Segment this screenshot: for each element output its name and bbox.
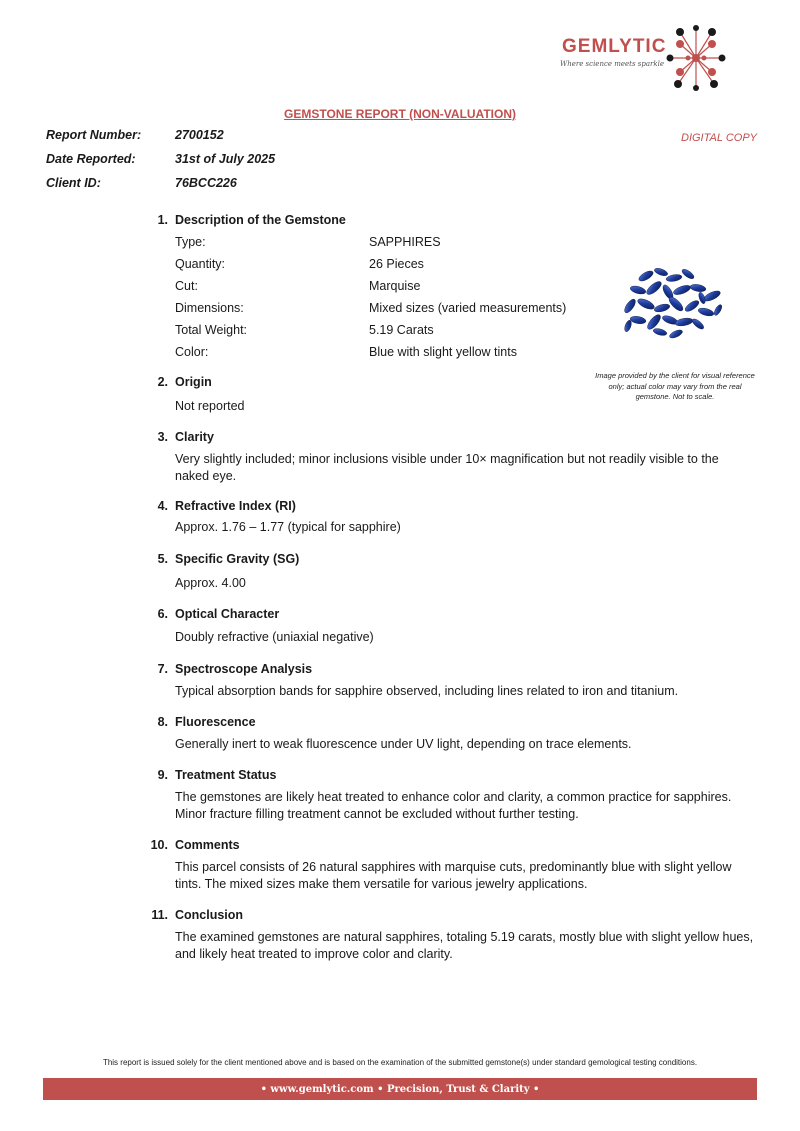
section-text: Not reported [175,399,245,413]
total-weight-value: 5.19 Carats [369,323,434,337]
section-number: 6. [157,607,168,621]
dimensions-value: Mixed sizes (varied measurements) [369,301,567,315]
brand-tagline: Where science meets sparkle [560,60,665,68]
quantity-label: Quantity: [175,257,226,271]
section-title: Optical Character [175,607,280,621]
section-number: 7. [157,662,168,676]
section-text: Approx. 1.76 – 1.77 (typical for sapphire) [175,520,401,534]
section-number: 3. [157,430,168,444]
brand-logo [558,22,748,94]
quantity-value: 26 Pieces [369,257,424,271]
section-title: Fluorescence [175,715,256,729]
footer-disclaimer: This report is issued solely for the client mentioned above and is based on the examination of the submitted gemstone(s) under standard gemological testing conditions. [102,1058,698,1067]
cut-value: Marquise [369,279,421,293]
section-number: 8. [157,715,168,729]
section-number: 5. [157,552,168,566]
section-title: Treatment Status [175,768,277,782]
brand-name: GEMLYTIC [562,36,667,57]
image-caption: Image provided by the client for visual reference only; actual color may vary from the real gemstone. Not to scale. [595,371,755,401]
section-text: Typical absorption bands for sapphire observed, including lines related to iron and titanium. [175,684,679,698]
section-title: Description of the Gemstone [175,213,346,227]
section-title: Refractive Index (RI) [175,499,296,513]
section-title: Conclusion [175,908,244,922]
color-value: Blue with slight yellow tints [369,345,517,359]
section-number: 11. [151,908,168,922]
section-number: 1. [157,213,168,227]
total-weight-label: Total Weight: [175,323,248,337]
section-title: Comments [175,838,240,852]
section-text: The gemstones are likely heat treated to enhance color and clarity, a common practice for sapphires. Minor fracture filling treatment cannot be excluded without further testing. [175,790,732,821]
section-number: 9. [157,768,168,782]
section-text: This parcel consists of 26 natural sapphires with marquise cuts, predominantly blue with slight yellow tints. The mixed sizes make them versatile for various jewelry applications. [175,860,732,891]
section-number: 4. [157,499,168,513]
section-text: The examined gemstones are natural sapphires, totaling 5.19 carats, mostly blue with slight yellow hues, and likely heat treated to improve color and clarity. [175,930,754,961]
section-title: Clarity [175,430,214,444]
digital-copy-label: DIGITAL COPY [681,132,758,144]
section-number: 10. [150,838,168,852]
section-title: Origin [175,375,212,389]
sapphire-parcel-image [616,262,726,342]
footer-bar [43,1078,757,1100]
footer-website-text: • www.gemlytic.com • Precision, Trust & Clarity • [260,1083,540,1095]
section-text: Very slightly included; minor inclusions visible under 10× magnification but not readily visible to the naked eye. [175,452,719,483]
report-title: GEMSTONE REPORT (NON-VALUATION) [284,107,516,121]
section-number: 2. [157,375,168,389]
meta-date-reported: Date Reported: 31st of July 2025 [46,152,276,166]
section-text: Generally inert to weak fluorescence under UV light, depending on trace elements. [175,737,632,751]
section-text: Doubly refractive (uniaxial negative) [175,630,374,644]
type-label: Type: [175,235,206,249]
section-title: Spectroscope Analysis [175,662,313,676]
cut-label: Cut: [175,279,198,293]
section-text: Approx. 4.00 [175,576,246,590]
section-title: Specific Gravity (SG) [175,552,300,566]
meta-client-id: Client ID: 76BCC226 [46,176,237,190]
type-value: SAPPHIRES [369,235,441,249]
dimensions-label: Dimensions: [175,301,244,315]
molecule-icon [664,22,744,94]
meta-report-number: Report Number: 2700152 [46,128,224,142]
color-label: Color: [175,345,209,359]
